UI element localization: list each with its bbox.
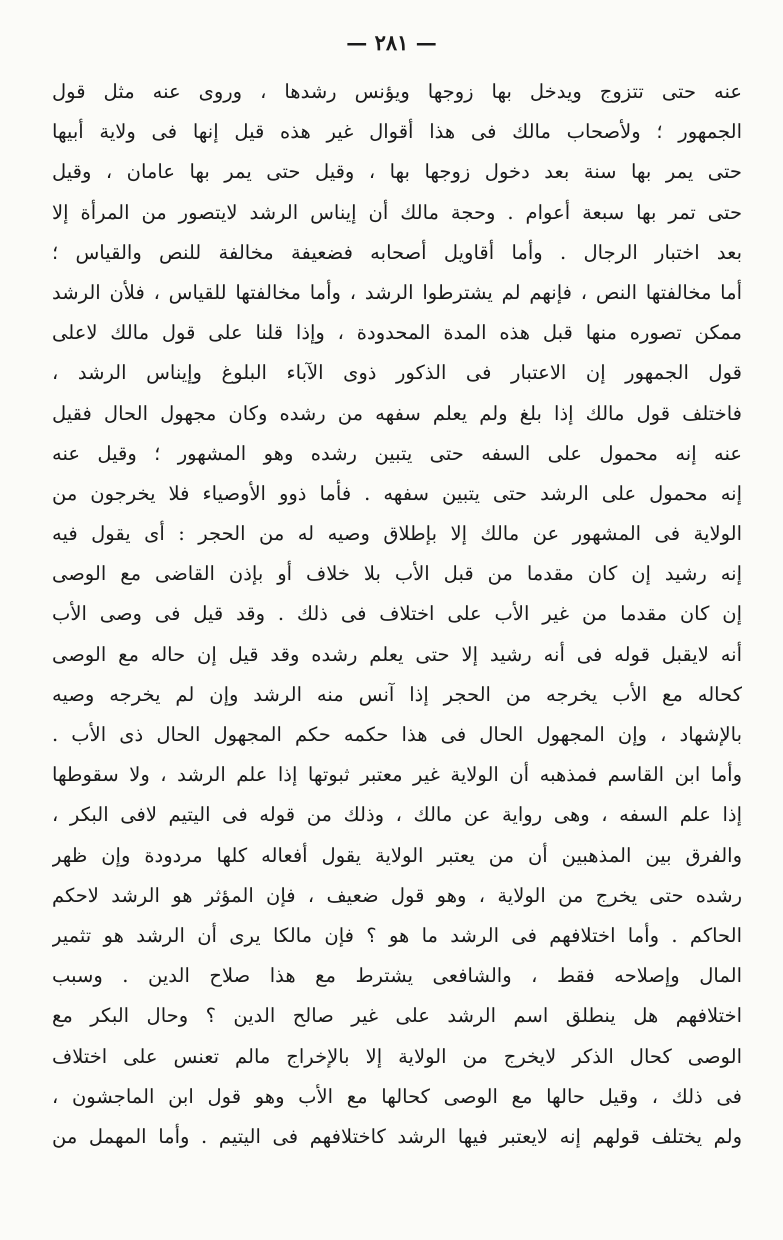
text-line: إذا علم السفه ، وهى رواية عن مالك ، وذلك من قوله فى اليتيم لافى البكر ، (52, 803, 742, 827)
text-line: المال وإصلاحه فقط ، والشافعى يشترط مع هذا صلاح الدين . وسبب (52, 964, 742, 988)
text-line: بعد اختبار الرجال . وأما أقاويل أصحابه فضعيفة مخالفة للنص والقياس ؛ (52, 240, 742, 264)
text-line: إنه محمول على الرشد حتى يتبين سفهه . فأما ذوو الأوصياء فلا يخرجون من (52, 481, 742, 505)
text-line: عنه إنه محمول على السفه حتى يتبين رشده وهو المشهور ؛ وقيل عنه (52, 441, 742, 465)
text-line: قول الجمهور إن الاعتبار فى الذكور ذوى الآباء البلوغ وإيناس الرشد ، (52, 361, 742, 385)
text-line: الحاكم . وأما اختلافهم فى الرشد ما هو ؟ فإن مالكا يرى أن الرشد هو تثمير (52, 923, 742, 947)
text-line: أنه لايقبل قوله فى أنه رشيد إلا حتى يعلم رشده وقد قيل إن حاله مع الوصى (52, 642, 742, 666)
text-line: والفرق بين المذهبين أن من يعتبر الولاية يقول أفعاله كلها مردودة وإن ظهر (52, 843, 742, 867)
text-line: وأما ابن القاسم فمذهبه أن الولاية غير معتبر ثبوتها إذا علم الرشد ، ولا سقوطها (52, 763, 742, 787)
body-text (52, 72, 742, 1157)
text-line: الولاية فى المشهور عن مالك إلا بإطلاق وصيه له من الحجر : أى يقول فيه (52, 522, 742, 546)
text-line: أما مخالفتها النص ، فإنهم لم يشترطوا الرشد ، وأما مخالفتها للقياس ، فلأن الرشد (52, 280, 742, 304)
text-line: فى ذلك ، وقيل حالها مع الوصى كحالها مع الأب وهو قول ابن الماجشون ، (52, 1084, 742, 1108)
text-line: إنه رشيد إن كان مقدما من قبل الأب بلا خلاف أو بإذن القاضى مع الوصى (52, 562, 742, 586)
text-line: فاختلف قول مالك إذا بلغ ولم يعلم سفهه من رشده وكان مجهول الحال فقيل (52, 401, 742, 425)
page-number: — ٢٨١ — (346, 30, 437, 55)
text-line: إن كان مقدما من غير الأب على اختلاف فى ذلك . وقد قيل فى وصى الأب (52, 602, 742, 626)
text-line: اختلافهم هل ينطلق اسم الرشد على غير صالح الدين ؟ وحال البكر مع (52, 1004, 742, 1028)
text-line: بالإشهاد ، وإن المجهول الحال فى هذا حكمه حكم المجهول الحال ذى الأب . (52, 723, 742, 746)
text-line: حتى تمر بها سبعة أعوام . وحجة مالك أن إيناس الرشد لايتصور من المرأة إلا (52, 200, 742, 224)
text-line: رشده حتى يخرج من الولاية ، وهو قول ضعيف ، فإن المؤثر هو الرشد لاحكم (52, 883, 742, 907)
text-line: حتى يمر بها سنة بعد دخول زوجها بها ، وقيل حتى يمر بها عامان ، وقيل (52, 160, 742, 184)
text-line: ولم يختلف قولهم إنه لايعتبر فيها الرشد كاختلافهم فى اليتيم . وأما المهمل من (52, 1124, 742, 1148)
text-line: الجمهور ؛ ولأصحاب مالك فى هذا أقوال غير هذه قيل إنها فى ولاية أبيها (52, 120, 742, 144)
text-line: الوصى كحال الذكر لايخرج من الولاية إلا بالإخراج مالم تعنس على اختلاف (52, 1044, 742, 1068)
text-line: ممكن تصوره منها قبل هذه المدة المحدودة ، وإذا قلنا على قول مالك لاعلى (52, 321, 742, 345)
text-line: كحاله مع الأب يخرجه من الحجر إذا آنس منه الرشد وإن لم يخرجه وصيه (52, 682, 742, 706)
text-line: عنه حتى تتزوج ويدخل بها زوجها ويؤنس رشدها ، وروى عنه مثل قول (52, 80, 742, 103)
